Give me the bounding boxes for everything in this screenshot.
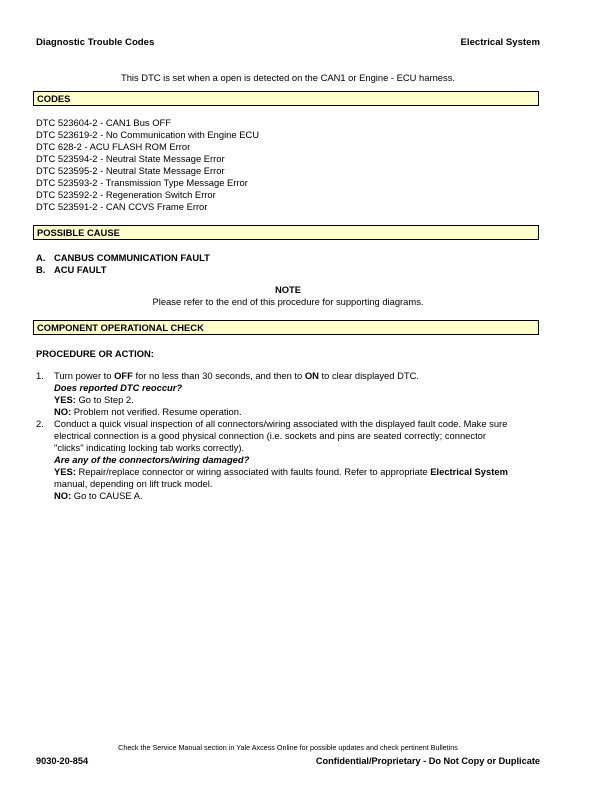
electrical-system-ref: Electrical System (430, 466, 508, 477)
step-2-line: electrical connection is a good physical connection (i.e. sockets and pins are seated correctly; connector (54, 430, 487, 441)
component-check-section-header: COMPONENT OPERATIONAL CHECK (33, 320, 539, 335)
on-keyword: ON (304, 370, 319, 381)
footer-confidential: Confidential/Proprietary - Do Not Copy or Duplicate (315, 756, 540, 766)
list-item: DTC 523604-2 - CAN1 Bus OFF (36, 117, 171, 128)
step-2-line: Conduct a quick visual inspection of all connectors/wiring associated with the displayed fault code. Make sure (54, 418, 508, 429)
step-2 (54, 418, 542, 502)
step-2-question: Are any of the connectors/wiring damaged? (54, 454, 250, 465)
codes-section-header: CODES (33, 91, 539, 106)
list-item: DTC 523592-2 - Regeneration Switch Error (36, 189, 216, 200)
step-2-yes: YES: Repair/replace connector or wiring associated with faults found. Refer to appropriate Electrical System (54, 466, 508, 477)
header-section: Electrical System (460, 37, 540, 48)
list-item: DTC 523595-2 - Neutral State Message Error (36, 165, 225, 176)
step-2-yes-continued: manual, depending on lift truck model. (54, 478, 213, 489)
step-1-question: Does reported DTC reoccur? (54, 382, 183, 393)
step-1 (54, 370, 542, 418)
list-item: DTC 523594-2 - Neutral State Message Error (36, 153, 225, 164)
footer-doc-number: 9030-20-854 (36, 756, 89, 766)
procedure-heading: PROCEDURE OR ACTION: (36, 348, 154, 359)
step-2-no: NO: Go to CAUSE A. (54, 490, 143, 501)
list-item: DTC 523593-2 - Transmission Type Message Error (36, 177, 248, 188)
cause-a-text: CANBUS COMMUNICATION FAULT (54, 252, 210, 263)
list-item: DTC 628-2 - ACU FLASH ROM Error (36, 141, 191, 152)
possible-cause-section-header: POSSIBLE CAUSE (33, 225, 539, 240)
note-text: Please refer to the end of this procedure for supporting diagrams. (152, 296, 424, 307)
list-item: DTC 523591-2 - CAN CCVS Frame Error (36, 201, 208, 212)
cause-b-text: ACU FAULT (54, 264, 107, 275)
list-item: DTC 523619-2 - No Communication with Engine ECU (36, 129, 260, 140)
off-keyword: OFF (114, 370, 133, 381)
step-2-number: 2. (36, 418, 44, 429)
step-1-instruction: Turn power to OFF for no less than 30 seconds, and then to ON to clear displayed DTC. (54, 370, 419, 381)
codes-list (36, 117, 259, 213)
cause-a-letter: A. (36, 252, 46, 263)
header-title: Diagnostic Trouble Codes (36, 37, 155, 48)
step-1-number: 1. (36, 370, 44, 381)
note-title: NOTE (274, 284, 302, 295)
footer-note: Check the Service Manual section in Yale Axcess Online for possible updates and check pertinent Bulletins (118, 743, 458, 752)
step-1-yes: YES: Go to Step 2. (54, 394, 134, 405)
step-1-no: NO: Problem not verified. Resume operation. (54, 406, 242, 417)
step-2-line: "clicks" indicating locking tab works correctly). (54, 442, 245, 453)
intro-text: This DTC is set when a open is detected on the CAN1 or Engine - ECU harness. (120, 72, 456, 83)
cause-b-letter: B. (36, 264, 46, 275)
